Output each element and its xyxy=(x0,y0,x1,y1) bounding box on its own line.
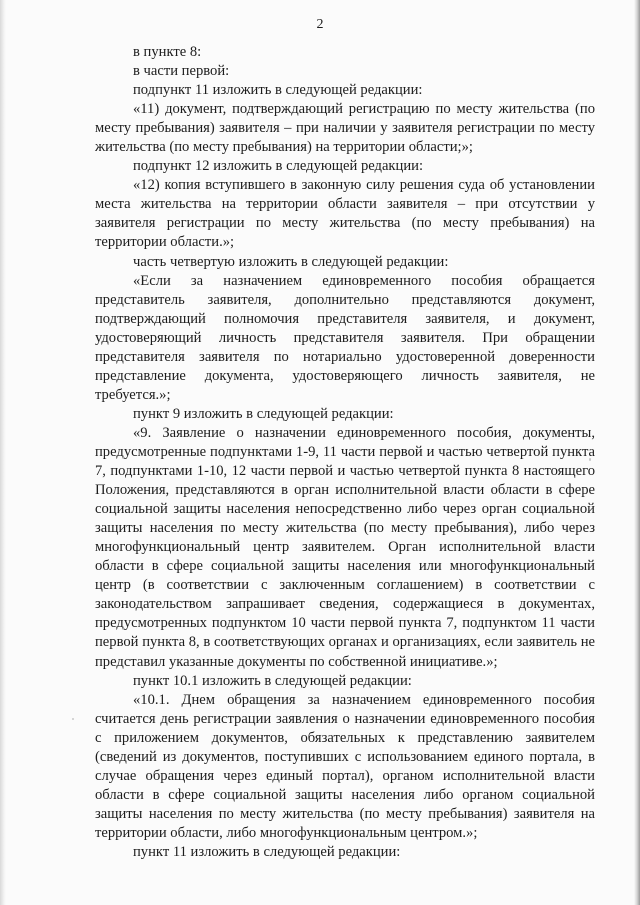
page-number: 2 xyxy=(316,17,324,32)
paragraph-in-point-8: в пункте 8: xyxy=(133,44,202,60)
paragraph-point-11-heading: пункт 11 изложить в следующей редакции: xyxy=(133,843,401,860)
paragraph-subpoint-12-heading: подпункт 12 изложить в следующей редакции: xyxy=(133,158,424,175)
paragraph-subpoint-11-text: «11) документ, подтверждающий регистрацию по месту жительства (по месту пребывания) заявителя – при наличии у заявителя регистрации по месту жительства (по месту пребывания) на территории области;»; xyxy=(95,101,595,156)
paragraph-part-four-text: «Если за назначением единовременного пособия обращается представитель заявителя, дополнительно представляются документ, подтверждающий полномочия представителя заявителя, и документ, удостоверяющий личность представителя заявителя. При обращении представителя заявителя по нотариально удостоверенной доверенности представление документа, удостоверяющего личность заявителя, не требуется.»; xyxy=(95,272,595,403)
paragraph-subpoint-11-heading: подпункт 11 изложить в следующей редакции: xyxy=(133,82,423,99)
paragraph-point-9-text: «9. Заявление о назначении единовременного пособия, документы, предусмотренные подпунктами 1-9, 11 части первой и частью четвертой пункта 7, подпунктами 1-10, 12 части первой и частью четвертой пункта 8 настоящего Положения, представляются в орган исполнительной власти области в сфере социальной защиты населения непосредственно либо через орган социальной защиты населения по месту жительства (по месту пребывания), либо через многофункциональный центр заявителем. Орган исполнительной власти области в сфере социальной защиты населения или многофункциональный центр (в соответствии с заключенным соглашением) в соответствии с законодательством запрашивает сведения, содержащиеся в документах, предусмотренных подпунктом 10 части первой пункта 7, подпунктом 11 части первой пункта 8, в соответствующих органах и организациях, если заявитель не представил указанные документы по собственной инициативе.»; xyxy=(95,424,595,670)
paragraph-subpoint-12-text: «12) копия вступившего в законную силу решения суда об установлении места жительства на территории области заявителя – при отсутствии у заявителя регистрации по месту жительства (по месту пребывания) на территории области.»; xyxy=(95,177,595,251)
paragraph-point-9-heading: пункт 9 изложить в следующей редакции: xyxy=(133,405,394,422)
paragraph-part-four-heading: часть четвертую изложить в следующей редакции: xyxy=(133,253,449,270)
scan-speck xyxy=(72,718,74,720)
scan-edge-right xyxy=(634,0,640,905)
document-body xyxy=(95,43,595,862)
scan-edge-left xyxy=(0,0,6,905)
paragraph-in-part-one: в части первой: xyxy=(133,63,230,80)
paragraph-point-10-1-text: «10.1. Днем обращения за назначением единовременного пособия считается день регистрации заявления о назначении единовременного пособия с приложением документов, обязательных к представлению заявителем (сведений из документов, поступивших с использованием единого портала, в случае обращения через единый портал), органом исполнительной власти области в сфере социальной защиты населения либо органом социальной защиты населения по месту жительства (по месту пребывания) заявителя на территории области, либо многофункциональным центром.»; xyxy=(95,691,595,841)
paragraph-point-10-1-heading: пункт 10.1 изложить в следующей редакции: xyxy=(133,672,412,689)
